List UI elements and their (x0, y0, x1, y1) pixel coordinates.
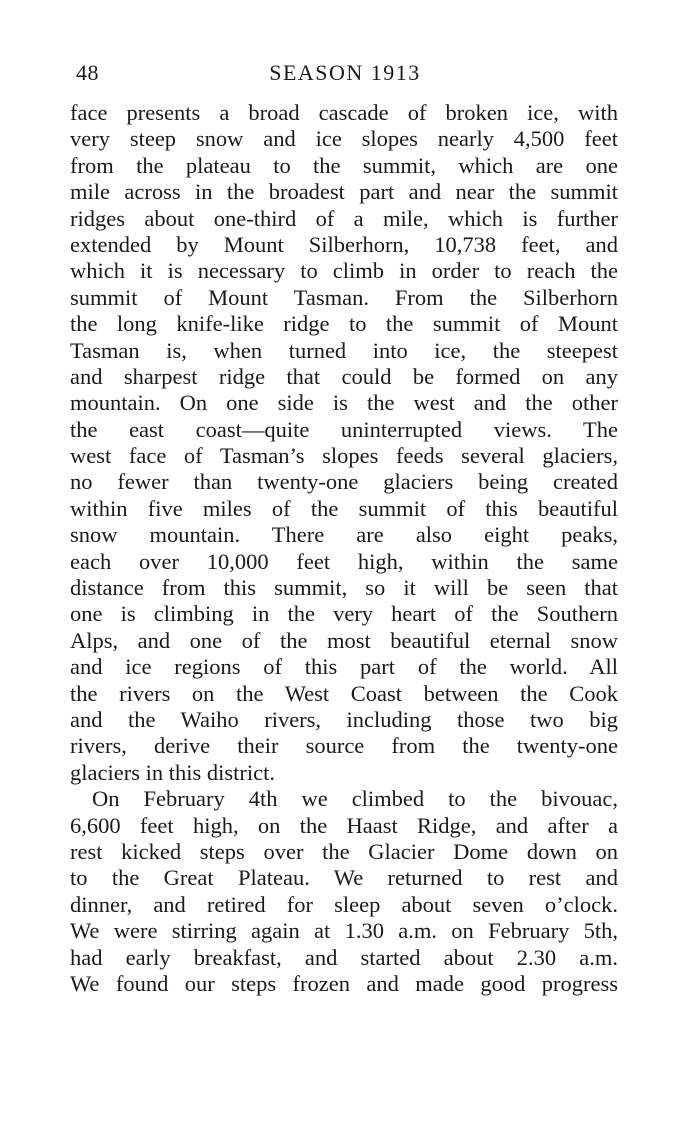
text-line: each over 10,000 feet high, within the same (70, 548, 618, 574)
text-line: Alps, and one of the most beautiful eternal snow (70, 627, 618, 653)
text-line: and the Waiho rivers, including those two big (70, 706, 618, 732)
text-line: ridges about one-third of a mile, which is further (70, 205, 618, 231)
text-line: the long knife-like ridge to the summit of Mount (70, 311, 618, 337)
text-line: extended by Mount Silberhorn, 10,738 feet, and (70, 231, 618, 257)
text-line: Tasman is, when turned into ice, the steepest (70, 337, 618, 363)
page-number: 48 (76, 60, 99, 85)
text-line: rest kicked steps over the Glacier Dome down on (70, 838, 618, 864)
paragraph-end-line: glaciers in this district. (70, 759, 275, 785)
text-line: very steep snow and ice slopes nearly 4,500 feet (70, 126, 618, 152)
text-line: had early breakfast, and started about 2.30 a.m. (70, 944, 618, 970)
text-line: from the plateau to the summit, which are one (70, 152, 618, 178)
text-line: within five miles of the summit of this beautiful (70, 495, 618, 521)
text-line: the rivers on the West Coast between the Cook (70, 680, 618, 706)
text-line: We were stirring again at 1.30 a.m. on February 5th, (70, 918, 618, 944)
text-line: which it is necessary to climb in order to reach the (70, 258, 618, 284)
text-line: summit of Mount Tasman. From the Silberhorn (70, 284, 618, 310)
text-line: to the Great Plateau. We returned to rest and (70, 865, 618, 891)
text-line: face presents a broad cascade of broken ice, with (70, 100, 618, 125)
text-line: west face of Tasman’s slopes feeds several glaciers, (70, 443, 618, 469)
text-line: 6,600 feet high, on the Haast Ridge, and after a (70, 812, 618, 838)
running-head: SEASON 1913 (269, 60, 421, 85)
text-line: dinner, and retired for sleep about seven o’clock. (70, 891, 618, 917)
page-header (70, 60, 620, 90)
text-line: and ice regions of this part of the world. All (70, 654, 618, 680)
text-line: no fewer than twenty-one glaciers being created (70, 469, 618, 495)
body-text (70, 100, 618, 997)
paragraph-start-line: On February 4th we climbed to the bivouac, (92, 786, 618, 812)
text-line: distance from this summit, so it will be seen that (70, 575, 618, 601)
text-line: the east coast—quite uninterrupted views. The (70, 416, 618, 442)
text-line: and sharpest ridge that could be formed on any (70, 363, 618, 389)
text-line: one is climbing in the very heart of the Southern (70, 601, 618, 627)
text-line: mountain. On one side is the west and the other (70, 390, 618, 416)
text-line: rivers, derive their source from the twenty-one (70, 733, 618, 759)
text-line: snow mountain. There are also eight peaks, (70, 522, 618, 548)
text-line: We found our steps frozen and made good progress (70, 970, 618, 996)
text-line: mile across in the broadest part and near the summit (70, 179, 618, 205)
